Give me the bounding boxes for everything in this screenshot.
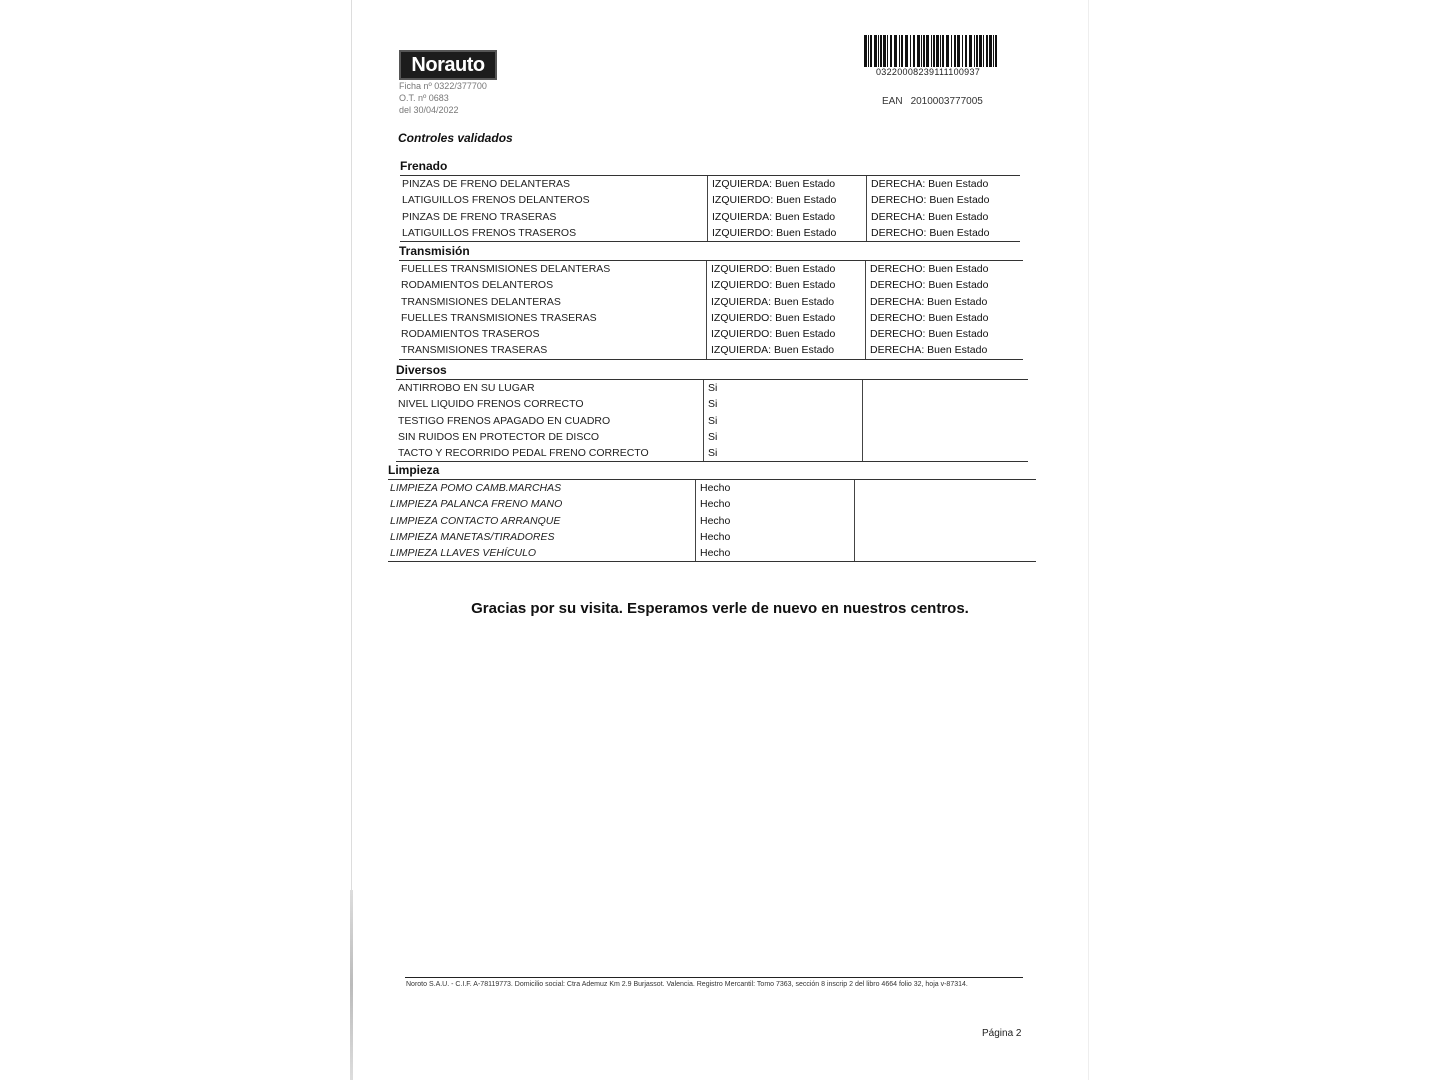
barcode-bar: [864, 35, 867, 67]
barcode-bar: [946, 35, 949, 67]
section-0: [400, 158, 1020, 242]
barcode-bar: [965, 35, 967, 67]
table-row: [400, 176, 1020, 192]
table-row: [399, 261, 1023, 277]
order-meta: [399, 80, 487, 116]
barcode-bar: [890, 35, 892, 67]
check-item: RODAMIENTOS TRASEROS: [401, 328, 540, 341]
right-status: DERECHA: Buen Estado: [866, 176, 1020, 192]
check-item: LIMPIEZA POMO CAMB.MARCHAS: [390, 482, 562, 494]
paper-edge: [350, 890, 353, 1080]
right-status: [854, 496, 1036, 512]
barcode-bar: [976, 35, 978, 67]
barcode-bar: [951, 35, 952, 67]
section-heading: Controles validados: [398, 131, 513, 145]
left-status: IZQUIERDO: Buen Estado: [706, 277, 865, 293]
table-row: [396, 445, 1028, 461]
table-row: [399, 326, 1023, 342]
right-status: DERECHA: Buen Estado: [866, 209, 1020, 225]
barcode-bar: [894, 35, 897, 67]
right-status: [854, 545, 1036, 561]
table-row: [388, 545, 1036, 561]
table-row: [388, 480, 1036, 496]
right-status: DERECHO: Buen Estado: [865, 261, 1023, 277]
barcode-bar: [917, 35, 920, 67]
section-title: Frenado: [400, 159, 448, 173]
left-status: IZQUIERDA: Buen Estado: [706, 294, 865, 310]
barcode-bar: [954, 35, 956, 67]
barcode-bar: [905, 35, 908, 67]
right-status: [854, 480, 1036, 496]
barcode-bar: [887, 35, 888, 67]
right-status: [862, 396, 1028, 412]
check-item: LIMPIEZA CONTACTO ARRANQUE: [390, 514, 561, 527]
left-status: IZQUIERDO: Buen Estado: [706, 310, 865, 326]
legal-footer: Noroto S.A.U. - C.I.F. A-78119773. Domicilio social: Ctra Ademuz Km 2.9 Burjassot. Valencia. Registro Mercantil: Tomo 7363, sección 8 inscrip 2 del libro 4664 folio 32, hoja v-87314.: [406, 981, 968, 988]
check-item: RODAMIENTOS DELANTEROS: [401, 279, 554, 292]
norauto-logo: Norauto: [399, 50, 497, 80]
table-row: [396, 380, 1028, 396]
barcode-bar: [969, 35, 972, 67]
check-item: LATIGUILLOS FRENOS TRASEROS: [402, 226, 577, 239]
table-row: [400, 209, 1020, 225]
table-row: [399, 342, 1023, 358]
barcode-bar: [957, 35, 960, 67]
section-table: [388, 479, 1036, 562]
right-status: DERECHO: Buen Estado: [865, 310, 1023, 326]
right-status: [854, 513, 1036, 529]
barcode-number: 03220008239111100937: [876, 67, 981, 77]
right-status: [862, 380, 1028, 396]
check-item: FUELLES TRANSMISIONES DELANTERAS: [401, 263, 611, 275]
left-status: IZQUIERDO: Buen Estado: [707, 225, 866, 241]
right-status: [862, 429, 1028, 445]
check-item: PINZAS DE FRENO TRASERAS: [402, 210, 557, 223]
right-status: DERECHO: Buen Estado: [866, 225, 1020, 241]
table-row: [388, 513, 1036, 529]
right-status: DERECHA: Buen Estado: [865, 342, 1023, 358]
barcode-bar: [983, 35, 984, 67]
left-status: IZQUIERDO: Buen Estado: [707, 192, 866, 208]
left-status: IZQUIERDO: Buen Estado: [706, 261, 865, 277]
check-item: SIN RUIDOS EN PROTECTOR DE DISCO: [398, 430, 600, 443]
table-row: [396, 429, 1028, 445]
barcode-bar: [870, 35, 872, 67]
table-row: [400, 192, 1020, 208]
check-item: ANTIRROBO EN SU LUGAR: [398, 382, 535, 394]
barcode-bar: [883, 35, 886, 67]
barcode-bar: [942, 35, 944, 67]
right-status: DERECHO: Buen Estado: [865, 326, 1023, 342]
left-status: IZQUIERDO: Buen Estado: [706, 326, 865, 342]
section-title: Limpieza: [388, 463, 440, 477]
barcode-bar: [868, 35, 869, 67]
section-table: [399, 260, 1023, 360]
check-item: TESTIGO FRENOS APAGADO EN CUADRO: [398, 414, 611, 427]
section-1: [399, 243, 1023, 360]
check-item: NIVEL LIQUIDO FRENOS CORRECTO: [398, 398, 584, 411]
section-table: [396, 379, 1028, 462]
barcode-bar: [940, 35, 941, 67]
barcode-bar: [986, 35, 988, 67]
left-status: Si: [703, 380, 862, 396]
right-status: DERECHO: Buen Estado: [865, 277, 1023, 293]
barcode-bar: [923, 35, 925, 67]
right-status: [862, 445, 1028, 461]
left-status: Si: [703, 445, 862, 461]
thank-you-message: Gracias por su visita. Esperamos verle de nuevo en nuestros centros.: [471, 600, 969, 617]
right-status: [862, 413, 1028, 429]
barcode-bar: [921, 35, 922, 67]
barcode-bar: [995, 35, 997, 67]
left-status: Hecho: [695, 480, 854, 496]
barcode-bar: [901, 35, 903, 67]
check-item: LIMPIEZA MANETAS/TIRADORES: [390, 530, 555, 543]
table-row: [388, 529, 1036, 545]
section-2: [396, 362, 1028, 462]
barcode-bar: [933, 35, 935, 67]
table-row: [399, 277, 1023, 293]
table-row: [396, 413, 1028, 429]
barcode-bar: [974, 35, 975, 67]
right-status: DERECHA: Buen Estado: [865, 294, 1023, 310]
left-status: IZQUIERDA: Buen Estado: [707, 176, 866, 192]
left-status: Si: [703, 413, 862, 429]
check-item: LIMPIEZA LLAVES VEHÍCULO: [390, 547, 537, 560]
barcode-bar: [931, 35, 932, 67]
check-item: TRANSMISIONES TRASERAS: [401, 344, 548, 357]
ot-number: O.T. nº 0683: [399, 93, 449, 103]
barcode-bar: [878, 35, 879, 67]
barcode-bar: [993, 35, 994, 67]
left-status: Hecho: [695, 529, 854, 545]
page-number: Página 2: [982, 1028, 1022, 1039]
check-item: LIMPIEZA PALANCA FRENO MANO: [390, 498, 563, 511]
barcode-bar: [913, 35, 915, 67]
section-title: Transmisión: [399, 244, 470, 258]
barcode-bar: [936, 35, 939, 67]
left-status: Si: [703, 396, 862, 412]
left-status: IZQUIERDA: Buen Estado: [706, 342, 865, 358]
barcode-bar: [910, 35, 911, 67]
table-row: [400, 225, 1020, 241]
left-status: Hecho: [695, 496, 854, 512]
table-row: [396, 396, 1028, 412]
order-date: del 30/04/2022: [399, 105, 459, 115]
ficha-number: Ficha nº 0322/377700: [399, 81, 487, 91]
table-row: [399, 294, 1023, 310]
left-status: Hecho: [695, 545, 854, 561]
barcode-bar: [899, 35, 900, 67]
check-item: PINZAS DE FRENO DELANTERAS: [402, 178, 571, 190]
barcode-bar: [962, 35, 963, 67]
section-3: [388, 462, 1036, 562]
left-status: Hecho: [695, 513, 854, 529]
left-status: IZQUIERDA: Buen Estado: [707, 209, 866, 225]
check-item: TACTO Y RECORRIDO PEDAL FRENO CORRECTO: [398, 447, 649, 460]
barcode-icon: [864, 35, 998, 67]
check-item: FUELLES TRANSMISIONES TRASERAS: [401, 311, 597, 324]
barcode-bar: [979, 35, 982, 67]
ean-value: 2010003777005: [910, 96, 983, 107]
ean-code: [882, 96, 983, 107]
barcode-bar: [926, 35, 929, 67]
section-table: [400, 175, 1020, 242]
barcode-bar: [874, 35, 877, 67]
barcode-bar: [989, 35, 992, 67]
right-status: DERECHO: Buen Estado: [866, 192, 1020, 208]
table-row: [399, 310, 1023, 326]
footer-divider: [405, 977, 1023, 978]
table-row: [388, 496, 1036, 512]
check-item: TRANSMISIONES DELANTERAS: [401, 295, 561, 308]
right-status: [854, 529, 1036, 545]
barcode-bar: [880, 35, 882, 67]
check-item: LATIGUILLOS FRENOS DELANTEROS: [402, 194, 590, 207]
ean-label: EAN: [882, 96, 903, 107]
section-title: Diversos: [396, 363, 447, 377]
left-status: Si: [703, 429, 862, 445]
